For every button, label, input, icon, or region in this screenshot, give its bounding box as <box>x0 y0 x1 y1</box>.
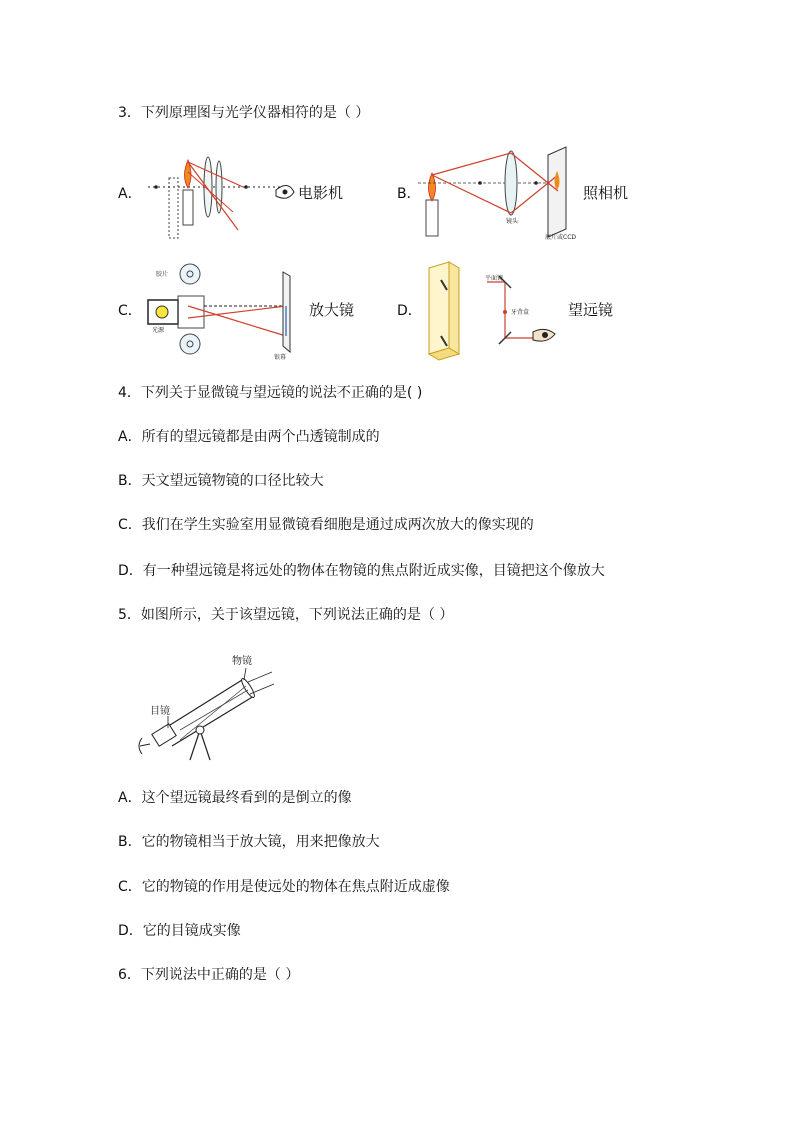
q5-option-a: A．这个望远镜最终看到的是倒立的像 <box>118 790 352 806</box>
q3-option-a-caption: 电影机 <box>298 184 344 202</box>
q3-option-c-label: C． <box>118 303 142 319</box>
q3-c-reel-text: 胶片 <box>156 271 169 278</box>
q3-option-a-label: A． <box>118 186 142 202</box>
q4-option-c: C．我们在学生实验室用显微镜看细胞是通过成两次放大的像实现的 <box>118 517 534 533</box>
q5-stem: 5．如图所示，关于该望远镜，下列说法正确的是（ ） <box>118 607 454 623</box>
q5-eyepiece-label: 目镜 <box>150 706 170 717</box>
q4-option-d: D．有一种望远镜是将远处的物体在物镜的焦点附近成实像，目镜把这个像放大 <box>118 563 605 579</box>
q3-option-d-caption: 望远镜 <box>568 301 614 319</box>
q3-c-screen-text: 银幕 <box>274 354 287 361</box>
q5-objective-label: 物镜 <box>232 656 252 667</box>
q4-option-b: B．天文望远镜物镜的口径比较大 <box>118 473 324 489</box>
q5-option-d: D．它的目镜成实像 <box>118 923 241 939</box>
q3-option-c-caption: 放大镜 <box>309 301 355 319</box>
q3-d-mirror-text: 平面镜 <box>485 275 504 282</box>
q6-stem: 6．下列说法中正确的是（ ） <box>118 967 300 983</box>
q3-b-film-text: 底片或CCD <box>545 234 576 241</box>
q4-option-a: A．所有的望远镜都是由两个凸透镜制成的 <box>118 429 380 445</box>
q5-option-b: B．它的物镜相当于放大镜，用来把像放大 <box>118 834 380 850</box>
q3-figure-c <box>148 262 308 360</box>
q5-telescope-figure <box>132 650 282 762</box>
q3-b-lens-text: 镜头 <box>506 218 519 225</box>
q3-figure-a <box>148 150 298 245</box>
q3-figure-d <box>425 262 565 360</box>
q3-option-b-label: B． <box>397 186 421 202</box>
q5-option-c: C．它的物镜的作用是使远处的物体在焦点附近成虚像 <box>118 879 450 895</box>
q4-stem: 4．下列关于显微镜与望远镜的说法不正确的是( ) <box>118 385 423 401</box>
q3-stem: 3．下列原理图与光学仪器相符的是（ ） <box>118 105 370 121</box>
q3-d-prism-text: 牙背盒 <box>511 309 530 316</box>
q3-option-d-label: D． <box>397 303 422 319</box>
q3-c-light-text: 光源 <box>152 327 165 334</box>
q3-figure-b <box>418 145 576 243</box>
q3-option-b-caption: 照相机 <box>583 184 629 202</box>
